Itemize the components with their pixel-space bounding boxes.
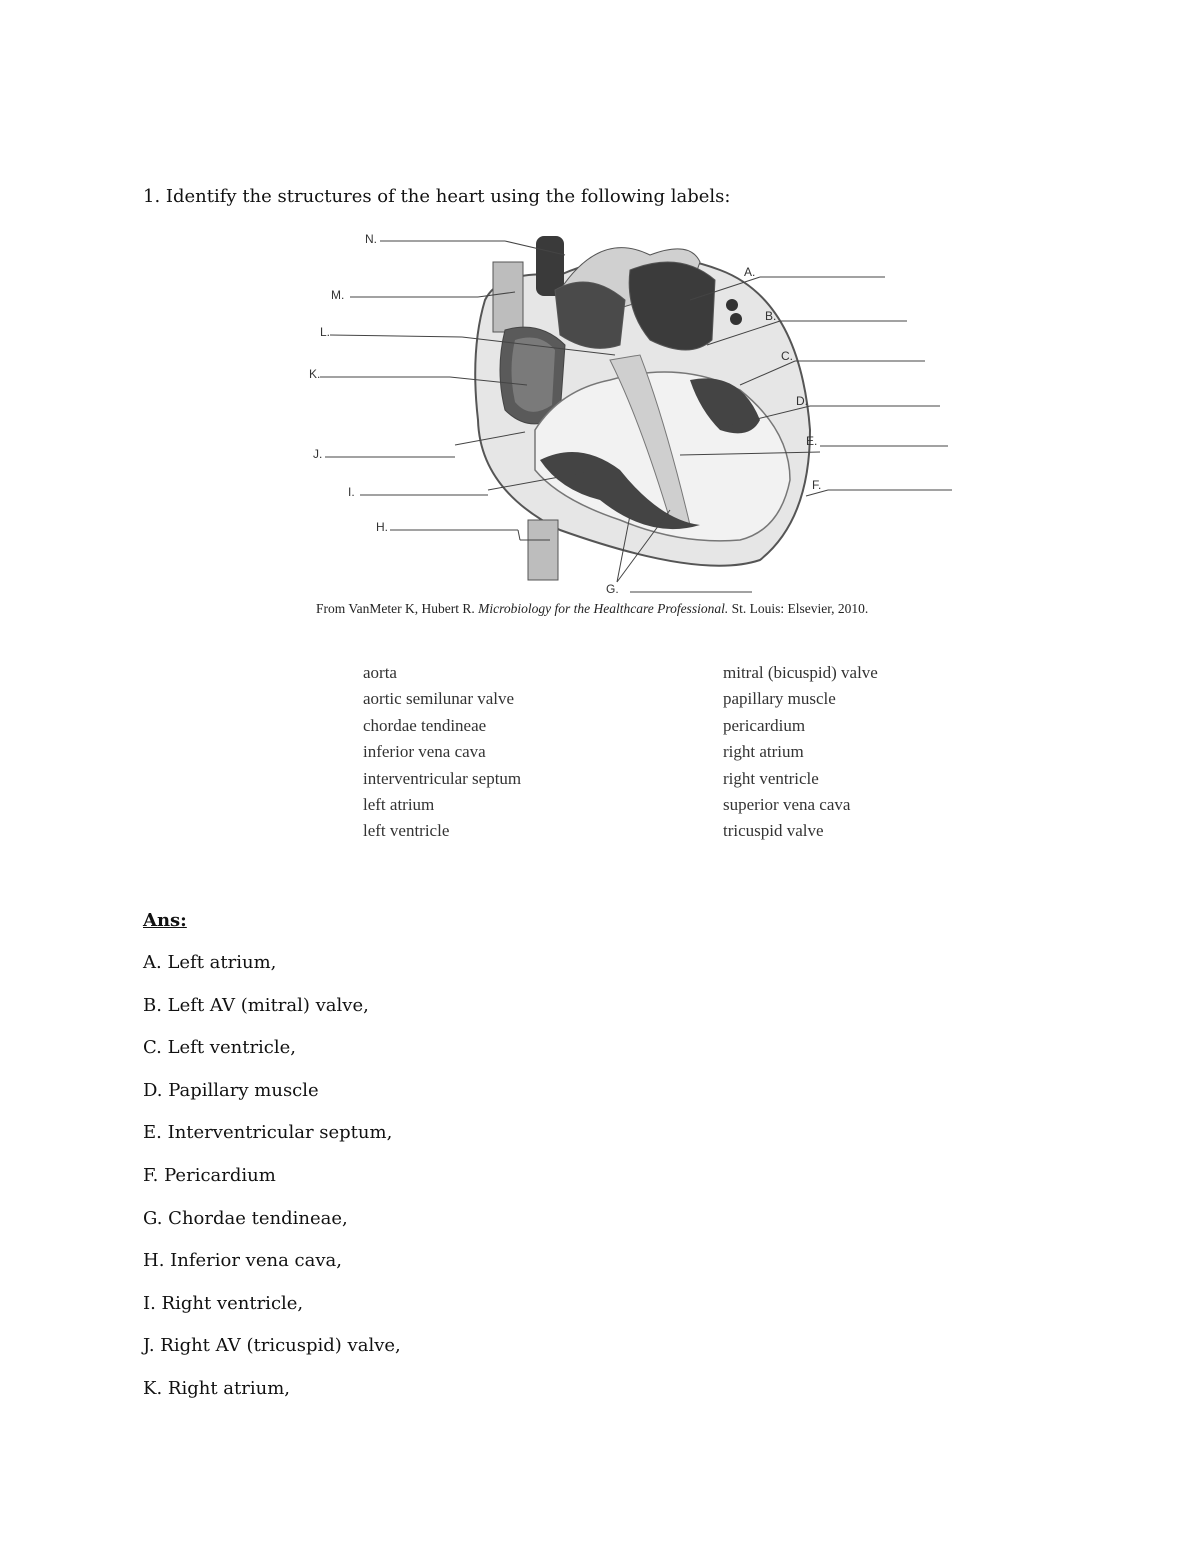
inferior-vena-cava-shape <box>528 520 558 580</box>
label-a: A. <box>744 265 756 279</box>
label-n: N. <box>365 232 377 246</box>
label-h: H. <box>376 520 388 534</box>
word-bank-item: chordae tendineae <box>363 715 487 735</box>
label-j: J. <box>313 447 323 461</box>
word-bank-item: left ventricle <box>363 821 450 841</box>
word-bank-item: papillary muscle <box>723 689 836 709</box>
right-atrium-interior <box>512 338 556 412</box>
pulmonary-vein-1 <box>726 299 738 311</box>
label-d: D. <box>796 394 808 408</box>
word-bank-right <box>723 660 878 845</box>
figure-caption <box>316 601 868 617</box>
answer-item: J. Right AV (tricuspid) valve, <box>143 1335 401 1357</box>
label-l: L. <box>320 325 331 339</box>
caption-title: Microbiology for the Healthcare Professional. <box>478 601 729 616</box>
answer-item: E. Interventricular septum, <box>143 1122 393 1144</box>
answer-item: F. Pericardium <box>143 1164 276 1186</box>
answer-item: K. Right atrium, <box>143 1377 290 1399</box>
word-bank-item: interventricular septum <box>363 768 522 788</box>
label-g: G. <box>606 582 619 596</box>
word-bank-item: mitral (bicuspid) valve <box>723 663 878 682</box>
label-i: I. <box>348 485 355 499</box>
word-bank-item: left atrium <box>363 795 435 815</box>
word-bank-item: superior vena cava <box>723 795 851 815</box>
label-k: K. <box>309 367 321 381</box>
word-bank-left <box>363 660 521 845</box>
word-bank-item: right atrium <box>723 742 804 762</box>
question-text: 1. Identify the structures of the heart using the following labels: <box>143 186 731 207</box>
pulmonary-vein-2 <box>730 313 742 325</box>
answers-list <box>143 952 401 1421</box>
word-bank-item: aorta <box>363 663 397 682</box>
heart-diagram <box>300 222 960 607</box>
word-bank-item: pericardium <box>723 715 806 735</box>
label-b: B. <box>765 309 777 323</box>
answers-heading: Ans: <box>143 910 187 931</box>
label-m: M. <box>331 288 345 302</box>
word-bank-item: tricuspid valve <box>723 821 824 841</box>
answer-item: C. Left ventricle, <box>143 1037 297 1059</box>
answer-item: I. Right ventricle, <box>143 1292 304 1314</box>
word-bank-item: aortic semilunar valve <box>363 689 515 709</box>
answer-item: D. Papillary muscle <box>143 1079 319 1101</box>
label-f: F. <box>812 478 822 492</box>
word-bank-item: right ventricle <box>723 768 819 788</box>
pulmonary-trunk-shape <box>555 282 625 348</box>
caption-prefix: From VanMeter K, Hubert R. <box>316 601 479 616</box>
label-e: E. <box>806 434 818 448</box>
superior-vena-cava-shape <box>493 262 523 332</box>
answer-item: B. Left AV (mitral) valve, <box>143 994 369 1016</box>
answer-item: A. Left atrium, <box>143 952 277 973</box>
caption-suffix: St. Louis: Elsevier, 2010. <box>728 601 869 616</box>
word-bank-item: inferior vena cava <box>363 742 486 762</box>
label-c: C. <box>781 349 793 363</box>
answer-item: H. Inferior vena cava, <box>143 1250 342 1272</box>
answer-item: G. Chordae tendineae, <box>143 1207 348 1229</box>
